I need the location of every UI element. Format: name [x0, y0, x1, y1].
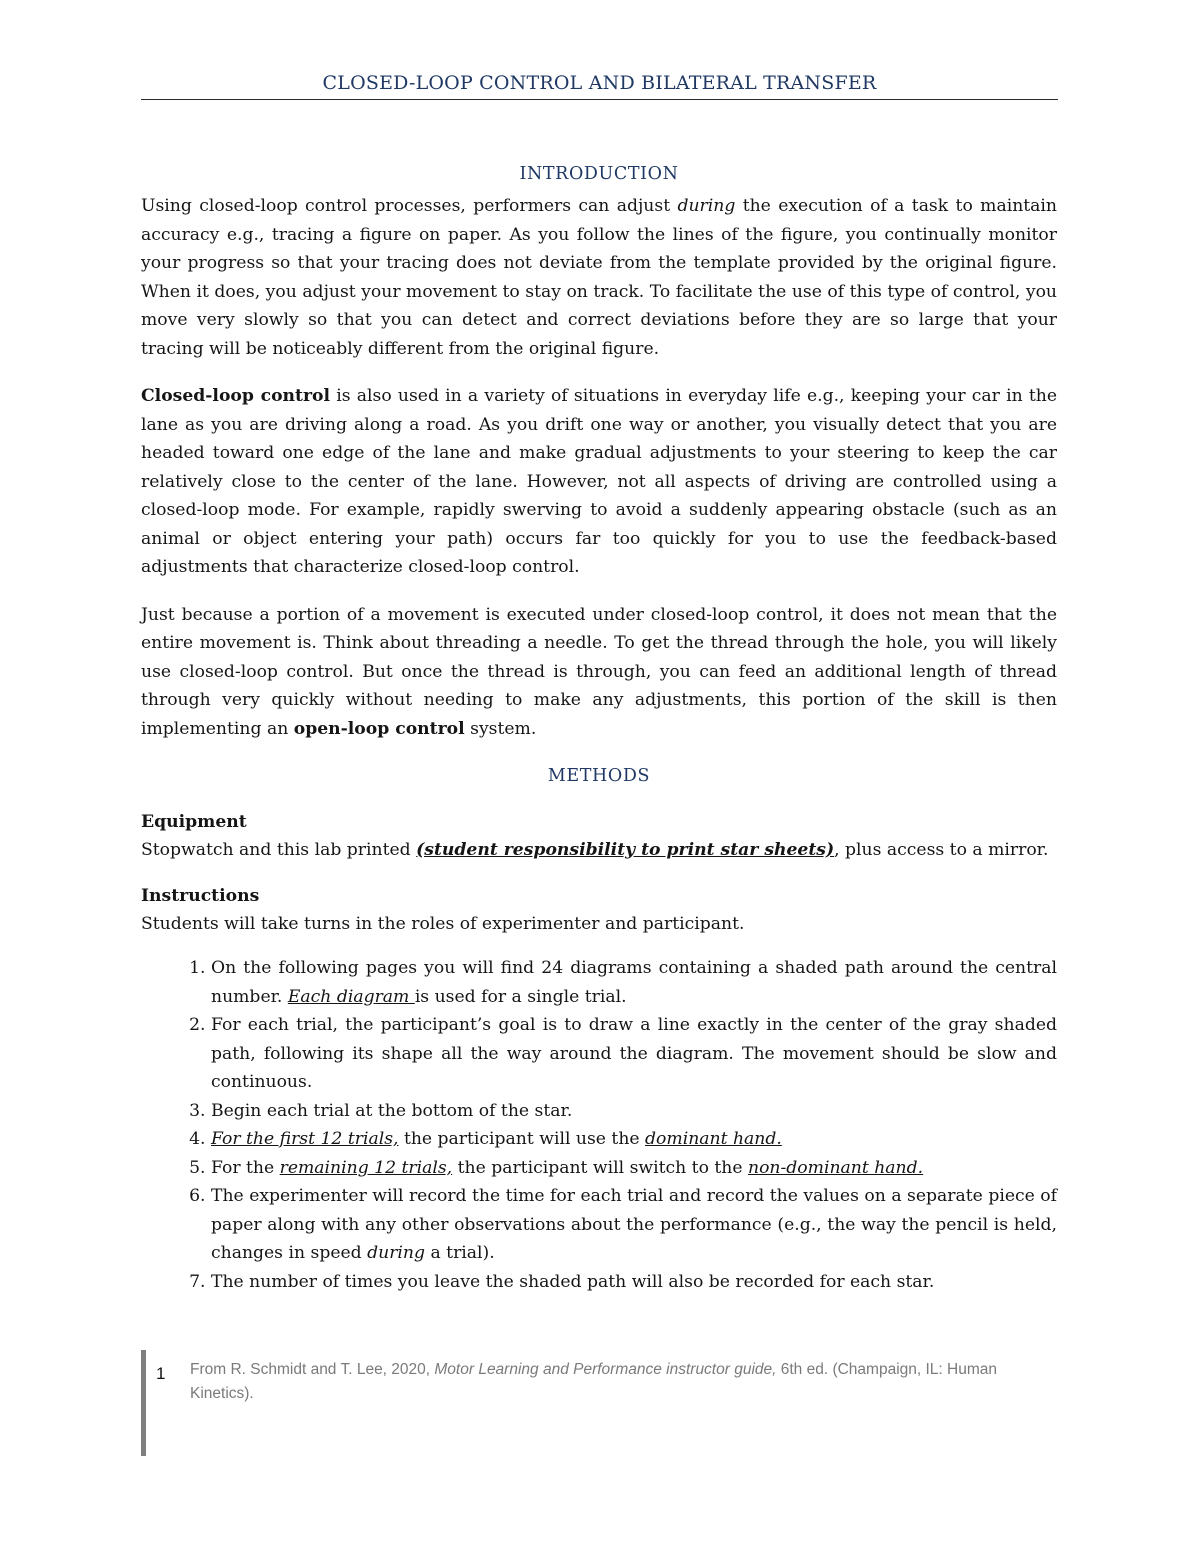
- citation-text-a: From R. Schmidt and T. Lee, 2020,: [190, 1361, 435, 1378]
- instruction-item-7: [211, 1268, 1057, 1297]
- instruction-item-3: [211, 1097, 1057, 1126]
- citation-text-c: 6th ed. (Champaign, IL: Human Kinetics).: [190, 1361, 998, 1402]
- instruction-item-1: [211, 954, 1057, 1011]
- instruction-7-text: The number of times you leave the shaded path will also be recorded for each star.: [211, 1271, 935, 1292]
- instruction-1-emphasis: Each diagram: [287, 986, 415, 1007]
- intro-p3-text-c: system.: [464, 718, 537, 739]
- instruction-1-text-c: is used for a single trial.: [414, 986, 627, 1007]
- body-content: [141, 160, 1057, 1296]
- instruction-4-text-b: the participant will use the: [398, 1129, 646, 1149]
- page-number: 1: [156, 1364, 166, 1383]
- intro-p2-text-b: is also used in a variety of situations in everyday life e.g., keeping your car in the lane as you are driving along a road. As you drift one way or another, you visually detect that you are headed toward one edge of the lane and make gradual adjustments to your steering to keep the car relatively close to the center of the lane. However, not all aspects of driving are controlled using a closed-loop mode. For example, rapidly swerving to avoid a suddenly appearing obstacle (such as an animal or object entering your path) occurs far too quickly for you to use the feedback-based adjustments that characterize closed-loop control.: [141, 386, 1057, 577]
- intro-p1-text-c: the execution of a task to maintain accuracy e.g., tracing a figure on paper. As you follow the lines of the figure, you continually monitor your progress so that your tracing does not deviate from the template provided by the original figure. When it does, you adjust your movement to stay on track. To facilitate the use of this type of control, you move very slowly so that you can detect and correct deviations before they are so large that your tracing will be noticeably different from the original figure.: [141, 196, 1057, 359]
- equipment-text-a: Stopwatch and this lab printed: [141, 840, 417, 860]
- instructions-list: [141, 954, 1057, 1296]
- intro-paragraph-3: [141, 601, 1057, 744]
- instruction-3-text: Begin each trial at the bottom of the star.: [211, 1100, 573, 1121]
- intro-p1-text-a: Using closed-loop control processes, performers can adjust: [141, 196, 678, 216]
- instructions-intro: Students will take turns in the roles of experimenter and participant.: [141, 913, 745, 934]
- instruction-item-4: [211, 1125, 1057, 1154]
- intro-p2-term: Closed-loop control: [141, 386, 331, 406]
- instruction-item-6: [211, 1182, 1057, 1268]
- instruction-4-emphasis-c: dominant hand.: [645, 1129, 782, 1149]
- instruction-2-text: For each trial, the participant’s goal is to draw a line exactly in the center of the gray shaded path, following its shape all the way around the diagram. The movement should be slow and continuous.: [211, 1015, 1057, 1092]
- instruction-item-2: [211, 1011, 1057, 1097]
- intro-paragraph-1: [141, 192, 1057, 363]
- footer-accent-bar: [141, 1350, 146, 1456]
- intro-p1-emphasis: during: [677, 196, 736, 216]
- equipment-paragraph: [141, 836, 1057, 865]
- instruction-5-emphasis-b: remaining 12 trials,: [279, 1157, 453, 1178]
- intro-paragraph-2: [141, 382, 1057, 582]
- instruction-4-emphasis-a: For the first 12 trials,: [211, 1129, 399, 1149]
- citation-title: Motor Learning and Performance instructor guide,: [434, 1361, 777, 1378]
- instruction-6-text-a: The experimenter will record the time for each trial and record the values on a separate piece of paper along with any other observations about the performance (e.g., the way the pencil is held, changes in speed: [211, 1186, 1057, 1263]
- instruction-5-emphasis-d: non-dominant hand.: [748, 1157, 924, 1178]
- header-rule: [141, 99, 1058, 100]
- footer-citation: [190, 1358, 1040, 1406]
- instruction-1-text-a: On the following pages you will find 24 diagrams containing a shaded path around the central number.: [211, 958, 1057, 1007]
- intro-p3-term: open-loop control: [293, 718, 465, 739]
- introduction-heading: INTRODUCTION: [519, 164, 679, 184]
- instruction-6-emphasis: during: [367, 1243, 425, 1263]
- equipment-heading: Equipment: [141, 812, 247, 832]
- instruction-6-text-c: a trial).: [425, 1243, 495, 1263]
- equipment-text-c: , plus access to a mirror.: [834, 840, 1049, 860]
- equipment-emphasis: (student responsibility to print star sheets): [416, 840, 835, 860]
- instruction-5-text-c: the participant will switch to the: [452, 1157, 748, 1178]
- instructions-heading: Instructions: [141, 885, 260, 906]
- instruction-5-text-a: For the: [211, 1157, 280, 1178]
- methods-heading: METHODS: [547, 766, 651, 786]
- intro-p3-text-a: Just because a portion of a movement is executed under closed-loop control, it does not mean that the entire movement is. Think about threading a needle. To get the thread through the hole, you will likely use closed-loop control. But once the thread is through, you can feed an additional length of thread through very quickly without needing to make any adjustments, this portion of the skill is then implementing an: [141, 604, 1057, 739]
- running-header-title: CLOSED-LOOP CONTROL AND BILATERAL TRANSFER: [322, 72, 877, 94]
- instruction-item-5: [211, 1154, 1057, 1183]
